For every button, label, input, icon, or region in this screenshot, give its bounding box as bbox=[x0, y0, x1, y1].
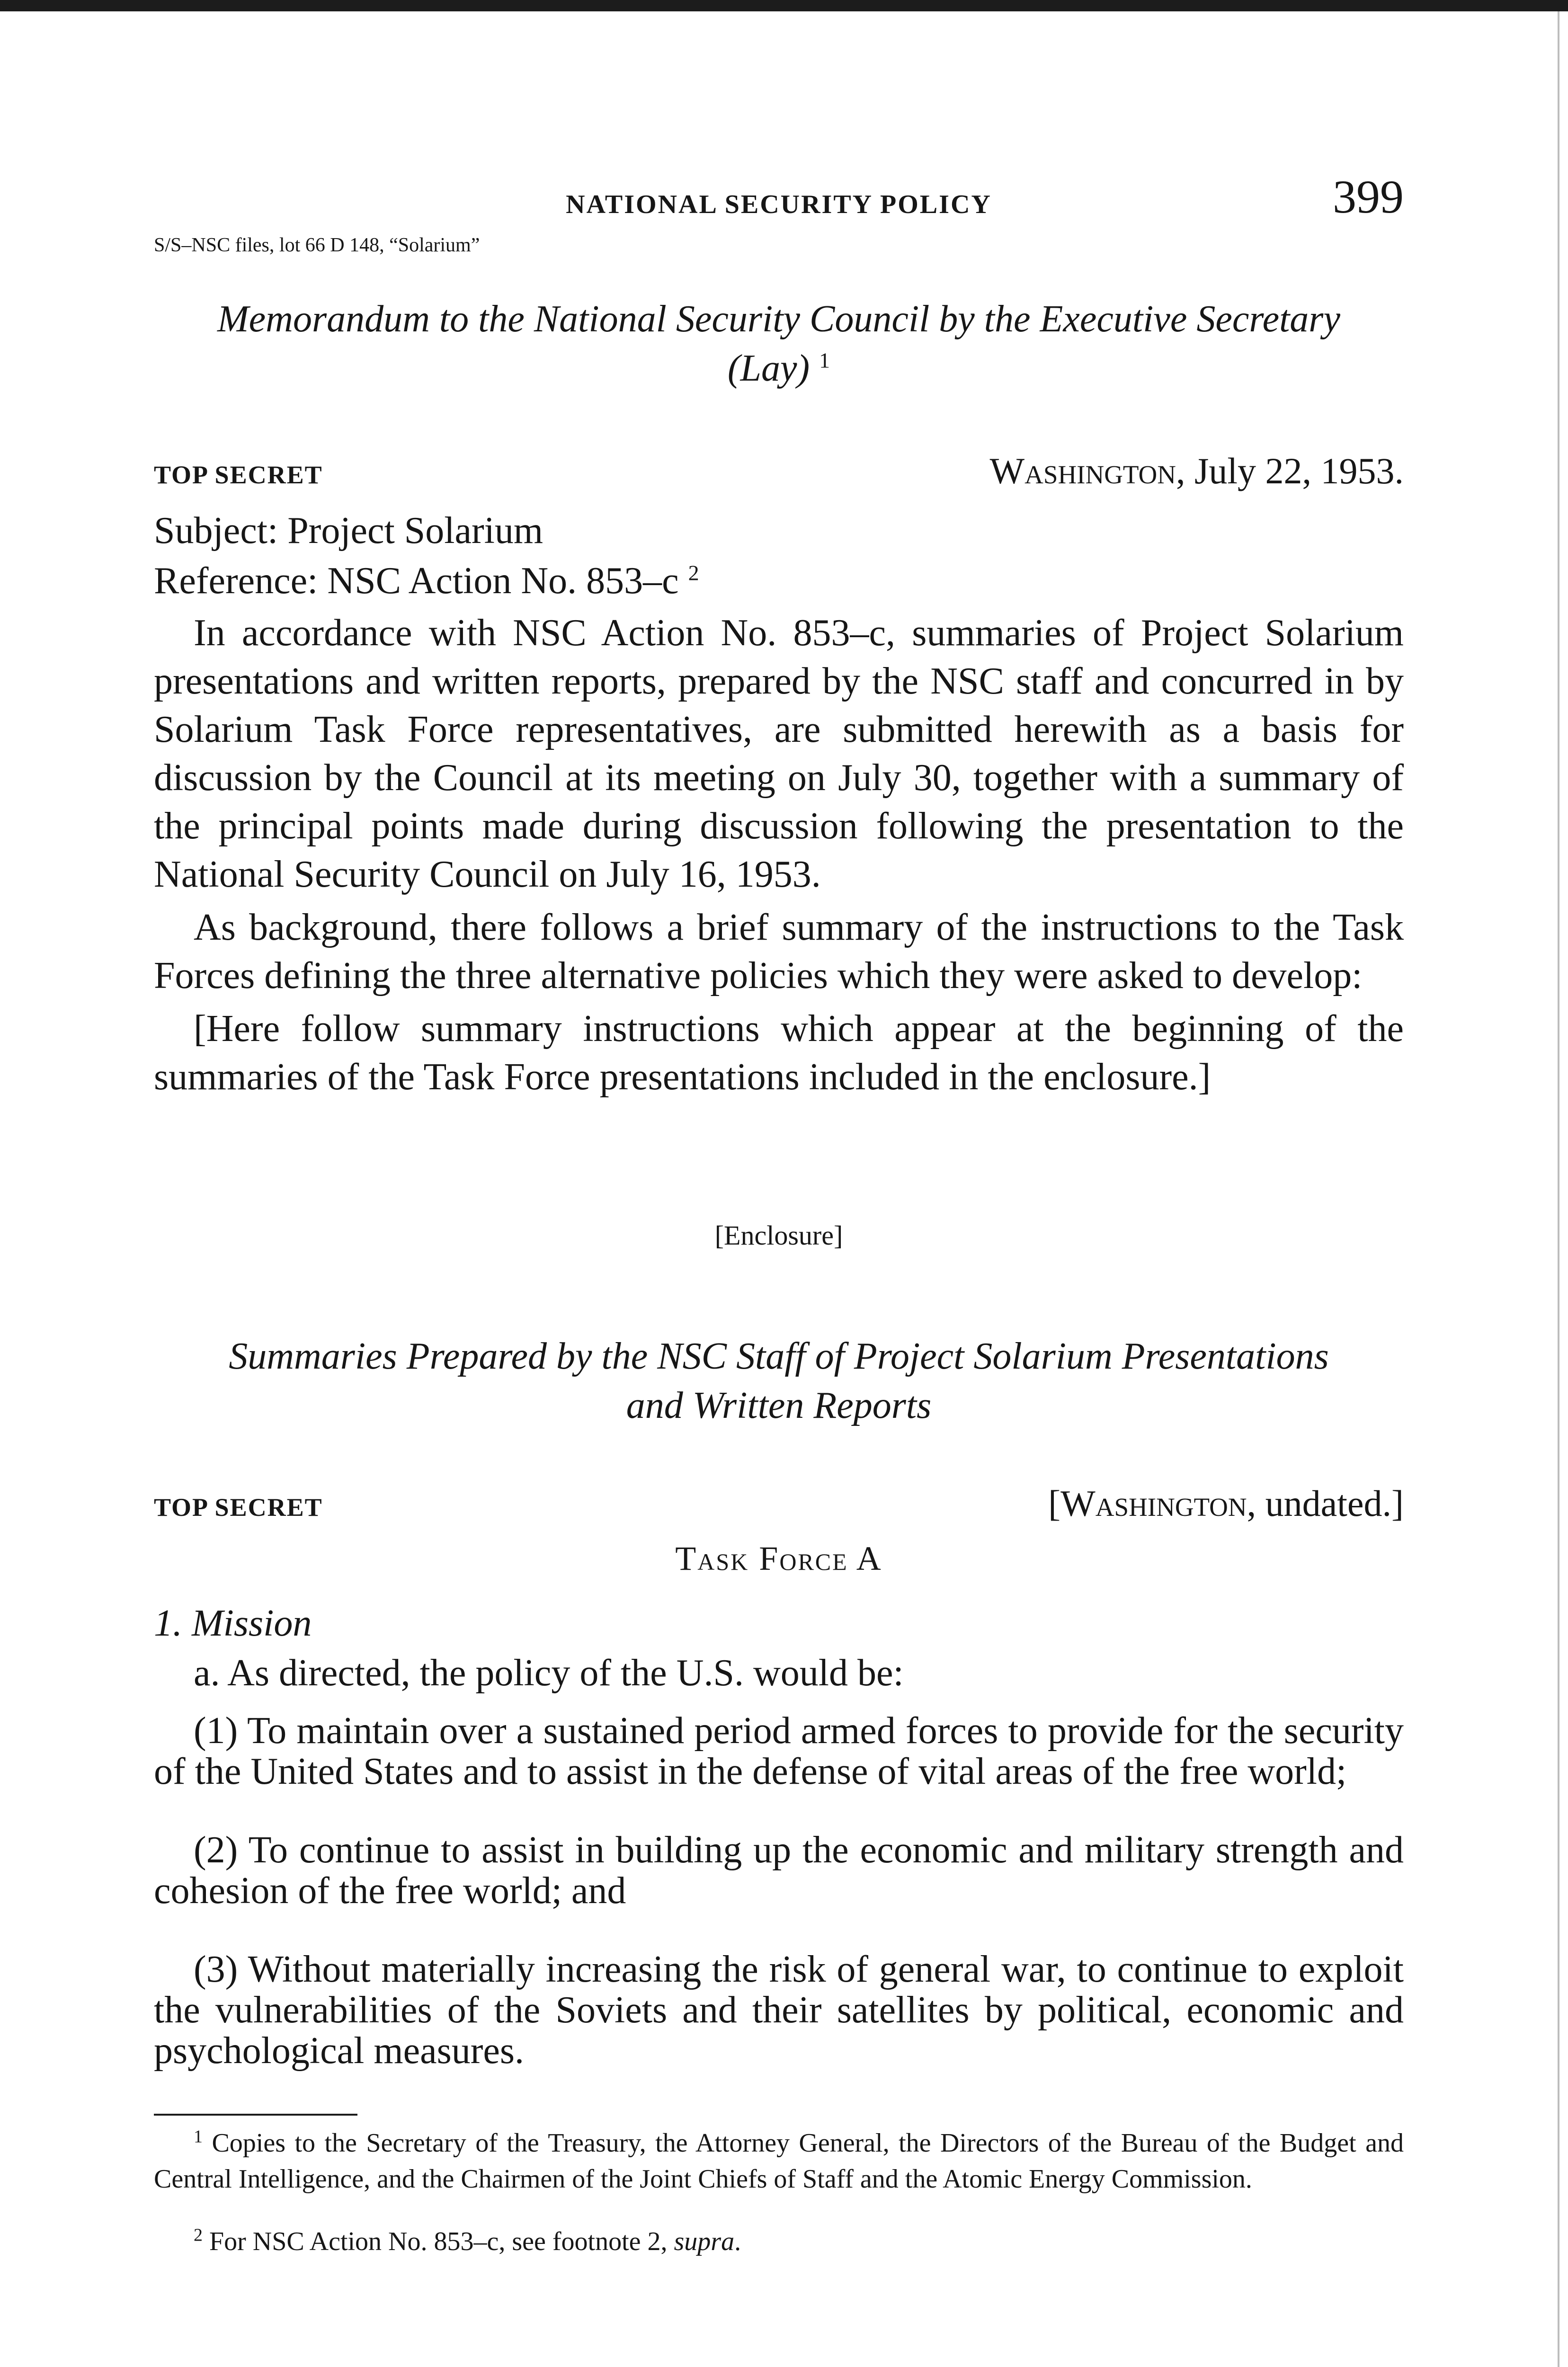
place-initial: W bbox=[989, 450, 1025, 491]
footnote-2 bbox=[154, 2224, 1404, 2260]
footnote-italic-text: supra bbox=[674, 2227, 735, 2256]
place-date bbox=[990, 450, 1404, 492]
subject-line: Subject: Project Solarium bbox=[154, 510, 543, 552]
mission-item: (2) To continue to assist in building up the economic and military strength and cohesion of the free world; and bbox=[154, 1829, 1404, 1912]
task-force-heading: Task Force A bbox=[675, 1539, 882, 1577]
memo-header-row bbox=[154, 450, 1404, 492]
reference-line bbox=[154, 556, 1404, 606]
page-number: 399 bbox=[1333, 170, 1404, 223]
classification-label: TOP SECRET bbox=[154, 461, 323, 489]
memo-date: , July 22, 1953. bbox=[1176, 450, 1404, 491]
running-head bbox=[154, 161, 1404, 223]
footnote-text-end: . bbox=[734, 2227, 741, 2256]
footnote-text: For NSC Action No. 853–c, see footnote 2, bbox=[203, 2227, 674, 2256]
memo-paragraph: In accordance with NSC Action No. 853–c, summaries of Project Solarium presentations and written reports, prepared by the NSC staff and concurred in by Solarium Task Force representatives, are submitted herewith as a basis for discussion by the Council at its meeting on July 30, together with a summary of the principal points made during discussion following the presentation to the National Security Council on July 16, 1953. bbox=[154, 612, 1404, 895]
enclosure-date: , undated.] bbox=[1247, 1483, 1404, 1524]
memo-paragraph: [Here follow summary instructions which appear at the beginning of the summaries of the Task Force presentations included in the enclosure.] bbox=[154, 1008, 1404, 1098]
enclosure-place-initial: [W bbox=[1048, 1483, 1096, 1524]
enclosure-classification: TOP SECRET bbox=[154, 1493, 323, 1522]
mission-item: (3) Without materially increasing the risk of general war, to continue to exploit the vulnerabilities of the Soviets and their satellites by political, economic and psychological measures. bbox=[154, 1949, 1404, 2072]
footnote-divider bbox=[154, 2114, 357, 2116]
enclosure-header-row bbox=[154, 1482, 1404, 1525]
footnote-ref-1: 1 bbox=[819, 348, 830, 373]
footnote-mark: 2 bbox=[194, 2225, 203, 2245]
footnote-1 bbox=[154, 2125, 1404, 2197]
place-rest: ashington bbox=[1025, 450, 1176, 491]
reference-text: Reference: NSC Action No. 853–c bbox=[154, 560, 679, 602]
scan-top-edge bbox=[0, 0, 1568, 11]
footnote-text: Copies to the Secretary of the Treasury, the Attorney General, the Directors of the Bureau of the Budget and Central Intelligence, and the Chairmen of the Joint Chiefs of Staff and the Atomic Energy Commission. bbox=[154, 2128, 1404, 2194]
mission-intro: a. As directed, the policy of the U.S. would be: bbox=[194, 1652, 904, 1694]
memo-title bbox=[187, 294, 1371, 393]
enclosure-title: Summaries Prepared by the NSC Staff of Project Solarium Presentations and Written Reports bbox=[229, 1335, 1329, 1426]
mission-item: (1) To maintain over a sustained period armed forces to provide for the security of the United States and to assist in the defense of vital areas of the free world; bbox=[154, 1710, 1404, 1792]
enclosure-place-rest: ashington bbox=[1095, 1483, 1247, 1524]
source-note: S/S–NSC files, lot 66 D 148, “Solarium” bbox=[154, 234, 480, 256]
footnote-ref-2: 2 bbox=[688, 561, 699, 585]
memo-title-text: Memorandum to the National Security Council by the Executive Secretary (Lay) bbox=[217, 298, 1340, 389]
memo-paragraph: As background, there follows a brief summary of the instructions to the Task Forces defining the three alternative policies which they were asked to develop: bbox=[154, 907, 1404, 997]
enclosure-place-date bbox=[1048, 1482, 1404, 1525]
document-page bbox=[154, 161, 1404, 2286]
section-heading: 1. Mission bbox=[154, 1602, 312, 1644]
running-title: NATIONAL SECURITY POLICY bbox=[566, 190, 992, 219]
footnote-mark: 1 bbox=[194, 2127, 203, 2147]
enclosure-label: [Enclosure] bbox=[714, 1220, 843, 1251]
scan-right-edge bbox=[1558, 11, 1559, 2367]
